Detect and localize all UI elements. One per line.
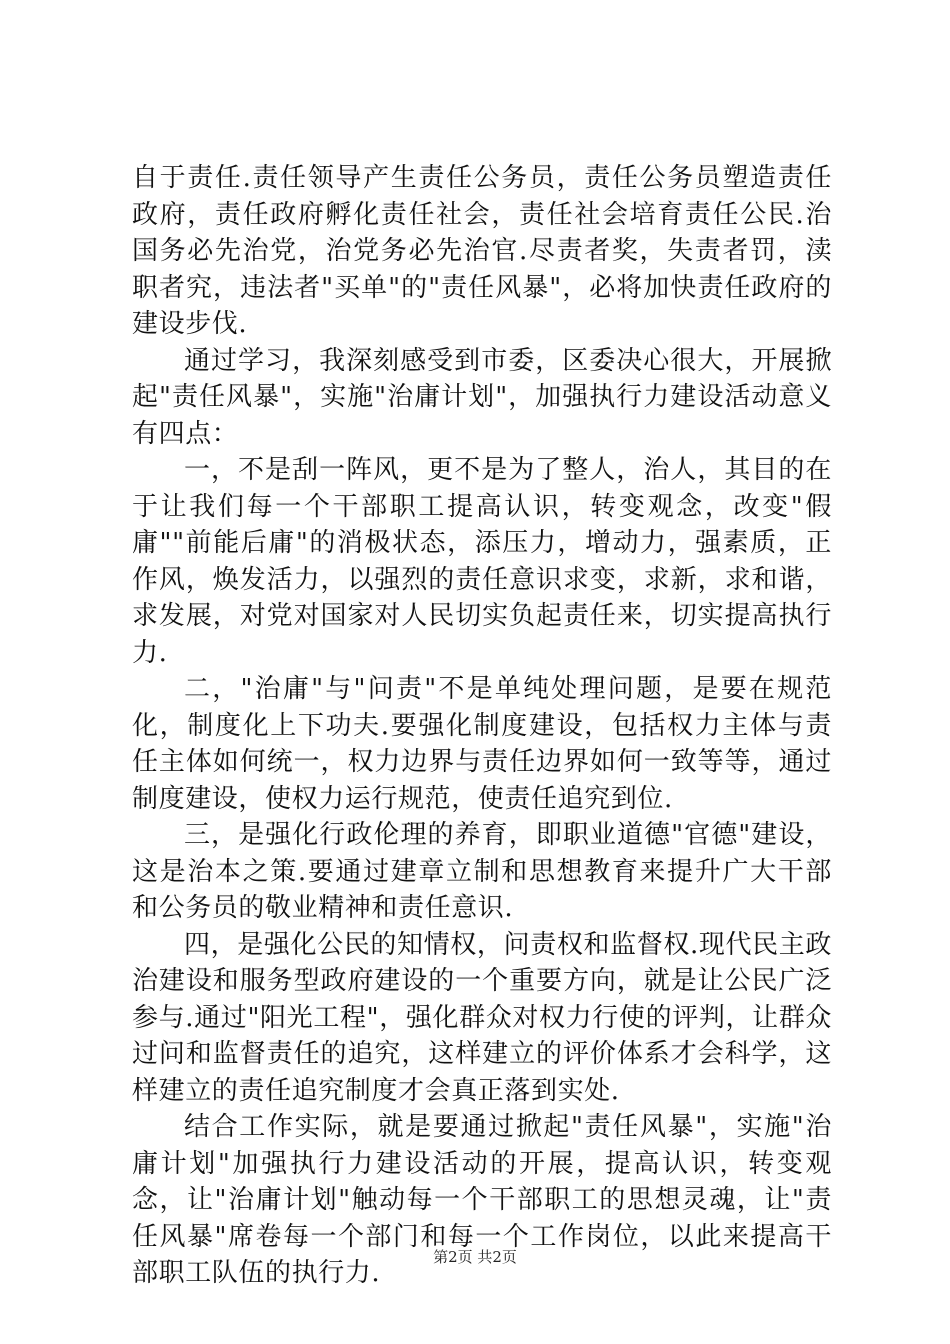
paragraph-point-one: 一，不是刮一阵风，更不是为了整人，治人，其目的在于让我们每一个干部职工提高认识，转变观念，改变"假庸""前能后庸"的消极状态，添压力，增动力，强素质，正作风，焕发活力，以强烈的责任意识求变，求新，求和谐，求发展，对党对国家对人民切实负起责任来，切实提高执行力. bbox=[132, 455, 832, 668]
paragraph-point-three: 三，是强化行政伦理的养育，即职业道德"官德"建设，这是治本之策.要通过建章立制和思想教育来提升广大干部和公务员的敬业精神和责任意识. bbox=[132, 820, 832, 923]
paragraph-point-four: 四，是强化公民的知情权，问责权和监督权.现代民主政治建设和服务型政府建设的一个重要方向，就是让公民广泛参与.通过"阳光工程"，强化群众对权力行使的评判，让群众过问和监督责任的追究，这样建立的评价体系才会科学，这样建立的责任追究制度才会真正落到实处. bbox=[132, 929, 832, 1106]
paragraph-intro: 通过学习，我深刻感受到市委，区委决心很大，开展掀起"责任风暴"，实施"治庸计划"，加强执行力建设活动意义有四点： bbox=[132, 345, 832, 449]
page-number-footer: 第2页 共2页 bbox=[433, 1248, 517, 1266]
paragraph-conclusion: 结合工作实际，就是要通过掀起"责任风暴"，实施"治庸计划"加强执行力建设活动的开展，提高认识，转变观念，让"治庸计划"触动每一个干部职工的思想灵魂，让"责任风暴"席卷每一个部门和每一个工作岗位，以此来提高干部职工队伍的执行力. bbox=[132, 1112, 832, 1288]
document-body bbox=[132, 160, 832, 1292]
paragraph-continuation: 自于责任.责任领导产生责任公务员，责任公务员塑造责任政府，责任政府孵化责任社会，责任社会培育责任公民.治国务必先治党，治党务必先治官.尽责者奖，失责者罚，渎职者究，违法者"买单"的"责任风暴"，必将加快责任政府的建设步伐. bbox=[132, 163, 832, 339]
paragraph-point-two: 二，"治庸"与"问责"不是单纯处理问题，是要在规范化，制度化上下功夫.要强化制度建设，包括权力主体与责任主体如何统一，权力边界与责任边界如何一致等等，通过制度建设，使权力运行规范，使责任追究到位. bbox=[132, 674, 832, 814]
